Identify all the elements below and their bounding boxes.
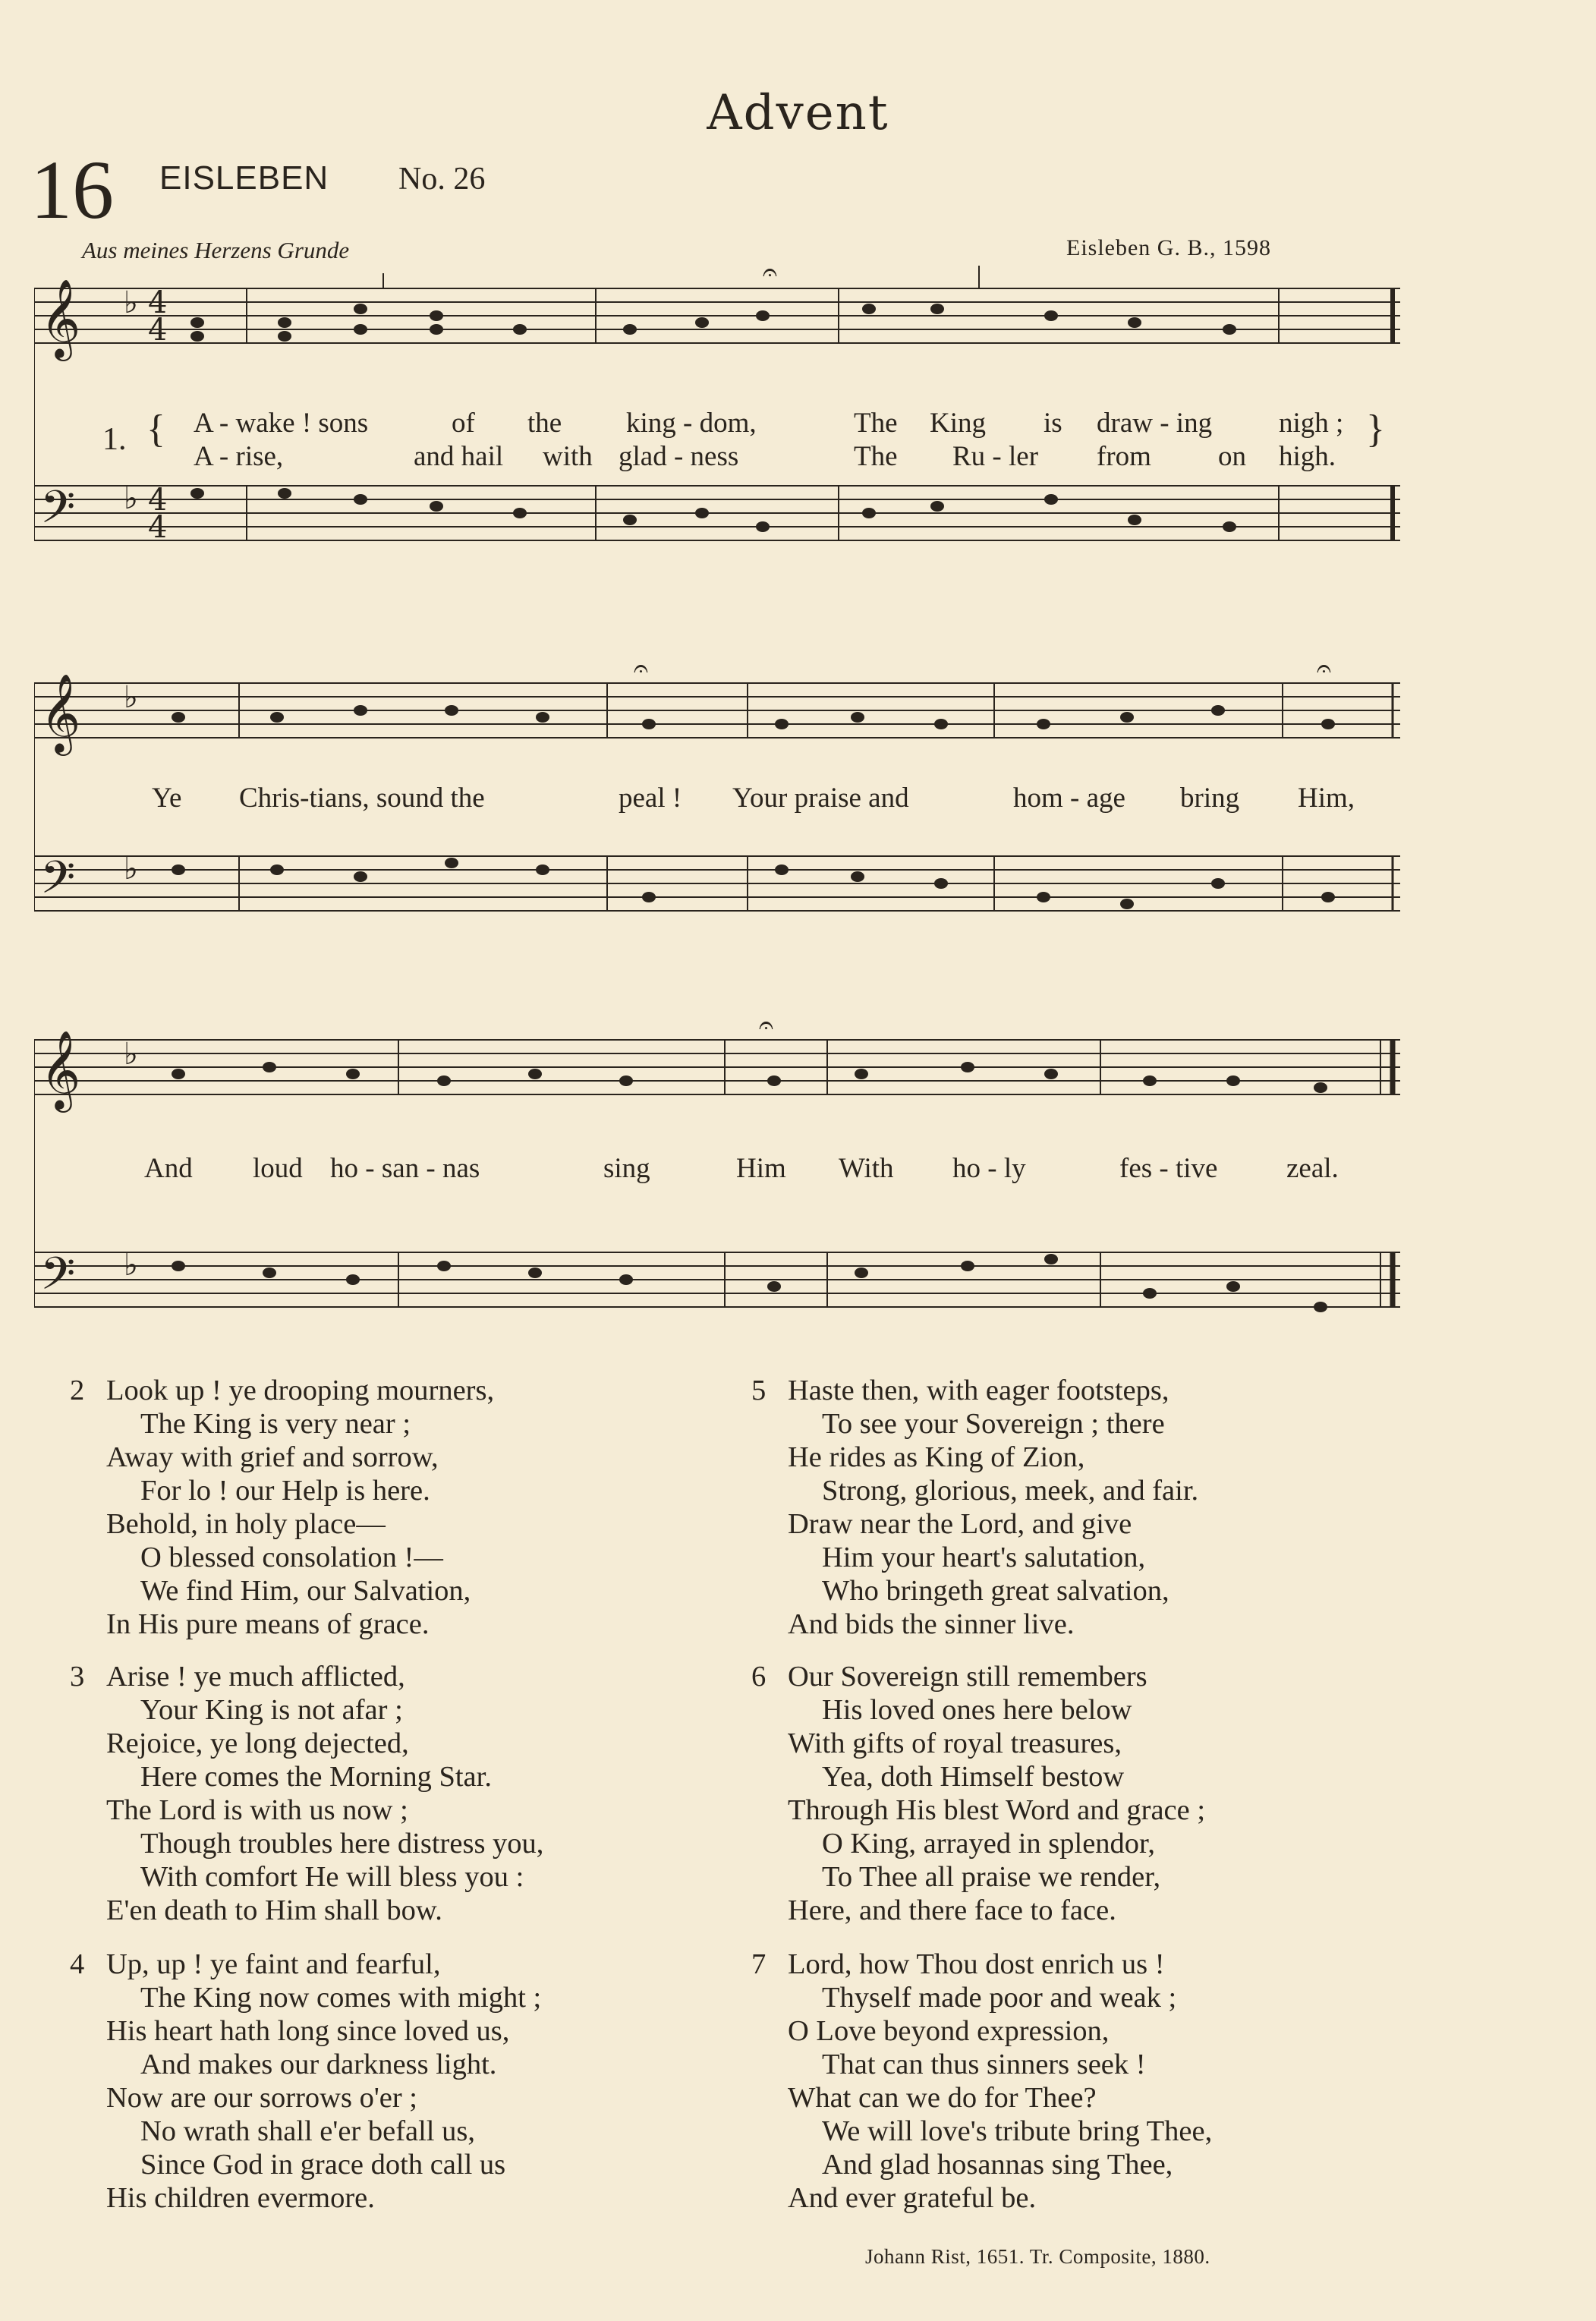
verse-4	[70, 1948, 542, 2215]
verse-line: Yea, doth Himself bestow	[822, 1761, 1125, 1793]
lyric: glad - ness	[619, 441, 739, 472]
verse-line: Your King is not afar ;	[140, 1694, 403, 1726]
verse-number: 3	[70, 1661, 85, 1693]
verse-3	[70, 1660, 544, 1927]
music-system-2	[34, 653, 1400, 972]
verse-line: For lo ! our Help is here.	[140, 1475, 430, 1507]
lyric: fes - tive	[1119, 1153, 1218, 1184]
svg-text:𝄢: 𝄢	[40, 851, 76, 915]
svg-text:𝄐: 𝄐	[759, 1010, 773, 1041]
verse-line: What can we do for Thee?	[788, 2082, 1097, 2114]
svg-text:4: 4	[148, 313, 168, 348]
source-title: Aus meines Herzens Grunde	[82, 237, 350, 263]
verse-line: Our Sovereign still remembers	[788, 1661, 1147, 1693]
lyric: on	[1218, 441, 1246, 472]
staff-graphic	[34, 1009, 1400, 1374]
verse-line: His loved ones here below	[822, 1694, 1132, 1726]
verse-line: Who bringeth great salvation,	[822, 1575, 1169, 1607]
lyric: Your praise and	[732, 783, 909, 814]
verse-line: Up, up ! ye faint and fearful,	[106, 1948, 441, 1980]
verse-line: Thyself made poor and weak ;	[822, 1982, 1177, 2014]
verse-line: Through His blest Word and grace ;	[788, 1794, 1206, 1826]
lyric: The	[854, 441, 898, 472]
svg-text:𝄐: 𝄐	[1317, 653, 1331, 684]
lyric: The	[854, 408, 898, 439]
tune-reference: No. 26	[398, 162, 486, 197]
lyric: With	[839, 1153, 894, 1184]
verse-line: Rejoice, ye long dejected,	[106, 1727, 409, 1759]
verse-line: Though troubles here distress you,	[140, 1828, 544, 1860]
author-credit: Johann Rist, 1651. Tr. Composite, 1880.	[865, 2245, 1210, 2268]
svg-text:♭: ♭	[124, 1248, 138, 1283]
lyric: nigh ;	[1279, 408, 1344, 439]
verse-5	[751, 1374, 1199, 1641]
music-system-3	[34, 1009, 1400, 1374]
lyric: high.	[1279, 441, 1336, 472]
lyric: A - wake ! sons	[194, 408, 369, 439]
svg-text:4: 4	[148, 510, 168, 545]
verse-line: In His pure means of grace.	[106, 1608, 430, 1640]
svg-text:4: 4	[148, 285, 168, 320]
svg-text:♭: ♭	[124, 680, 138, 715]
svg-text:𝄐: 𝄐	[763, 258, 777, 288]
verse-line: Now are our sorrows o'er ;	[106, 2082, 418, 2114]
verse-line: Lord, how Thou dost enrich us !	[788, 1948, 1165, 1980]
verse-line: With comfort He will bless you :	[140, 1861, 524, 1893]
svg-text:♭: ♭	[124, 481, 138, 516]
lyric: zeal.	[1286, 1153, 1339, 1184]
lyric: with	[543, 441, 593, 472]
lyric: king - dom,	[626, 408, 757, 439]
svg-text:𝄢: 𝄢	[40, 1247, 76, 1311]
verse-number: 5	[751, 1375, 767, 1406]
verse-line: That can thus sinners seek !	[822, 2049, 1146, 2080]
lyric: hom - age	[1013, 783, 1125, 814]
verse-line: His children evermore.	[106, 2182, 375, 2214]
verse-line: Since God in grace doth call us	[140, 2149, 506, 2181]
verse-line: The Lord is with us now ;	[106, 1794, 408, 1826]
verse-line: Him your heart's salutation,	[822, 1542, 1146, 1573]
svg-text:𝄐: 𝄐	[634, 653, 648, 684]
verse-line: The King is very near ;	[140, 1408, 411, 1440]
lyric: sing	[603, 1153, 650, 1184]
svg-text:♭: ♭	[124, 285, 138, 320]
brace-right: }	[1366, 408, 1385, 451]
verse-line: Strong, glorious, meek, and fair.	[822, 1475, 1199, 1507]
verse-7	[751, 1948, 1213, 2215]
verse-6	[751, 1660, 1206, 1927]
verse-line: Away with grief and sorrow,	[106, 1441, 439, 1473]
lyric: bring	[1180, 783, 1240, 814]
verse-number: 4	[70, 1948, 85, 1980]
lyric: Him	[736, 1153, 786, 1184]
lyric: and hail	[414, 441, 504, 472]
lyric: peal !	[619, 783, 682, 814]
lyric: Him,	[1298, 783, 1355, 814]
verse-line: We find Him, our Salvation,	[140, 1575, 471, 1607]
verse-2	[70, 1374, 495, 1641]
lyric: King	[930, 408, 986, 439]
lyric: A - rise,	[194, 441, 284, 472]
svg-text:𝄞: 𝄞	[40, 1030, 81, 1110]
verse-line: O blessed consolation !—	[140, 1542, 443, 1573]
lyric: ho - san - nas	[330, 1153, 480, 1184]
verse-line: Here, and there face to face.	[788, 1894, 1116, 1926]
lyric: Ru - ler	[952, 441, 1039, 472]
lyric: draw - ing	[1097, 408, 1213, 439]
svg-text:𝄢: 𝄢	[40, 480, 76, 544]
verse-line: O Love beyond expression,	[788, 2015, 1110, 2047]
lyric: Ye	[152, 783, 182, 814]
verse-line: We will love's tribute bring Thee,	[822, 2115, 1213, 2147]
lyric: from	[1097, 441, 1151, 472]
verse-line: Here comes the Morning Star.	[140, 1761, 492, 1793]
verse-line: His heart hath long since loved us,	[106, 2015, 510, 2047]
source-attribution: Eisleben G. B., 1598	[1066, 235, 1271, 260]
lyric: And	[144, 1153, 193, 1184]
verse-line: Draw near the Lord, and give	[788, 1508, 1132, 1540]
lyric: of	[452, 408, 475, 439]
verse-number: 2	[70, 1375, 85, 1406]
svg-text:𝄞: 𝄞	[40, 279, 81, 358]
lyric: Chris-tians, sound the	[239, 783, 485, 814]
verse-line: And ever grateful be.	[788, 2182, 1037, 2214]
lyric: loud	[253, 1153, 303, 1184]
svg-text:♭: ♭	[124, 852, 138, 887]
verse-line: And makes our darkness light.	[140, 2049, 497, 2080]
verse-line: Look up ! ye drooping mourners,	[106, 1375, 495, 1406]
verse-number: 7	[751, 1948, 767, 1980]
verse-line: To see your Sovereign ; there	[822, 1408, 1165, 1440]
verse-line: Haste then, with eager footsteps,	[788, 1375, 1169, 1406]
verse-line: With gifts of royal treasures,	[788, 1727, 1122, 1759]
verse-line: No wrath shall e'er befall us,	[140, 2115, 475, 2147]
lyric: the	[527, 408, 562, 439]
verse-line: To Thee all praise we render,	[822, 1861, 1161, 1893]
hymn-number: 16	[30, 143, 114, 236]
verse-line: And bids the sinner live.	[788, 1608, 1075, 1640]
verse-line: E'en death to Him shall bow.	[106, 1894, 442, 1926]
svg-text:♭: ♭	[124, 1037, 138, 1072]
verse-line: O King, arrayed in splendor,	[822, 1828, 1155, 1860]
verse-number: 6	[751, 1661, 767, 1693]
lyric: ho - ly	[952, 1153, 1026, 1184]
verse-line: The King now comes with might ;	[140, 1982, 542, 2014]
lyric: is	[1044, 408, 1062, 439]
music-system-1	[34, 258, 1400, 600]
verse-line: And glad hosannas sing Thee,	[822, 2149, 1173, 2181]
section-title: Advent	[707, 85, 889, 141]
verse-number-label: 1.	[102, 422, 127, 457]
verse-line: Arise ! ye much afflicted,	[106, 1661, 405, 1693]
svg-text:𝄞: 𝄞	[40, 673, 81, 753]
svg-text:4: 4	[148, 483, 168, 518]
tune-name: EISLEBEN	[159, 159, 329, 197]
verse-line: Behold, in holy place—	[106, 1508, 386, 1540]
verse-line: He rides as King of Zion,	[788, 1441, 1085, 1473]
brace-left: {	[146, 408, 165, 451]
